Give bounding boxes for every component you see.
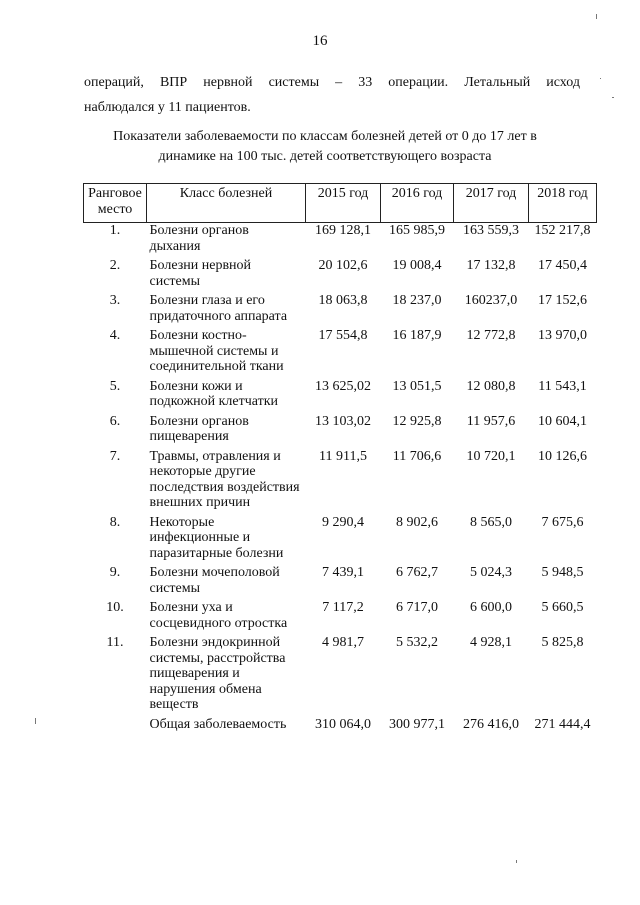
rank-cell (84, 717, 147, 737)
value-2015-cell: 20 102,6 (318, 258, 368, 273)
value-2017-cell: 12 080,8 (466, 378, 516, 394)
total-2015-cell: 310 064,0 (315, 716, 371, 732)
header-2018: 2018 год (529, 184, 597, 223)
value-2017-cell: 6 600,0 (470, 600, 512, 615)
value-2015-cell: 4 981,7 (322, 635, 364, 650)
value-2016-cell: 12 925,8 (392, 413, 442, 429)
scan-speck (516, 860, 517, 863)
class-cell: Болезни глаза и его придаточного аппарата (149, 293, 288, 324)
rank-cell: 11. (106, 635, 124, 650)
value-2016-cell: 165 985,9 (389, 223, 445, 238)
rank-cell: 10. (106, 600, 124, 615)
value-2018-cell: 10 604,1 (538, 413, 587, 429)
table-row (84, 223, 597, 259)
rank-cell: 7. (109, 448, 121, 464)
scan-speck (596, 14, 597, 19)
value-2015-cell: 17 554,8 (318, 328, 368, 343)
value-2016-cell: 5 532,2 (396, 635, 438, 650)
class-cell: Болезни мочеполовой системы (149, 565, 280, 596)
table-row (84, 515, 597, 566)
value-2016-cell: 8 902,6 (396, 514, 438, 530)
value-2016-cell: 16 187,9 (392, 328, 442, 343)
class-cell: Болезни органов дыхания (149, 223, 249, 254)
value-2015-cell: 13 103,02 (315, 413, 371, 429)
value-2017-cell: 17 132,8 (466, 258, 516, 273)
table-row (84, 414, 597, 449)
rank-cell: 3. (109, 293, 121, 308)
header-2015: 2015 год (306, 184, 381, 223)
rank-cell: 2. (109, 258, 121, 273)
rank-cell: 9. (109, 565, 121, 580)
header-class: Класс болезней (147, 184, 306, 223)
value-2016-cell: 11 706,6 (392, 448, 442, 464)
value-2017-cell: 11 957,6 (466, 413, 516, 429)
table-row (84, 449, 597, 515)
table-row (84, 328, 597, 379)
rank-cell: 4. (109, 328, 121, 343)
table-row (84, 565, 597, 600)
value-2015-cell: 7 439,1 (322, 565, 364, 580)
table-row (84, 635, 597, 717)
value-2016-cell: 13 051,5 (392, 378, 442, 394)
paragraph-line-1: операций, ВПР нервной системы – 33 операции. Летальный исход (84, 75, 580, 90)
header-rank: Ранговое место (84, 184, 147, 223)
value-2017-cell: 10 720,1 (466, 448, 516, 464)
value-2017-cell: 8 565,0 (470, 514, 512, 530)
paragraph-line-2: наблюдался у 11 пациентов. (84, 100, 251, 115)
value-2017-cell: 12 772,8 (466, 328, 516, 343)
scan-speck (612, 97, 614, 98)
rank-cell: 6. (109, 413, 121, 429)
value-2018-cell: 10 126,6 (538, 448, 587, 464)
value-2018-cell: 5 825,8 (541, 635, 584, 650)
class-cell: Болезни органов пищеварения (149, 413, 249, 444)
value-2016-cell: 19 008,4 (392, 258, 442, 273)
class-cell: Болезни уха и сосцевидного отростка (149, 600, 288, 631)
value-2017-cell: 5 024,3 (470, 565, 512, 580)
table-total-row (84, 717, 597, 737)
table-row (84, 293, 597, 328)
value-2017-cell: 160237,0 (464, 293, 518, 308)
value-2016-cell: 6 717,0 (396, 600, 438, 615)
value-2015-cell: 13 625,02 (315, 378, 371, 394)
class-cell: Болезни кожи и подкожной клетчатки (149, 378, 279, 409)
caption-line-2: динамике на 100 тыс. детей соответствующего возраста (158, 149, 492, 164)
value-2018-cell: 5 948,5 (541, 565, 584, 580)
value-2018-cell: 152 217,8 (534, 223, 591, 238)
value-2016-cell: 6 762,7 (396, 565, 438, 580)
class-cell: Общая заболеваемость (149, 716, 287, 732)
class-cell: Болезни костно-мышечной системы и соединительной ткани (149, 328, 284, 374)
class-cell: Болезни нервной системы (149, 258, 252, 289)
caption-line-1: Показатели заболеваемости по классам болезней детей от 0 до 17 лет в (113, 129, 537, 144)
value-2017-cell: 163 559,3 (463, 223, 519, 238)
class-cell: Некоторые инфекционные и паразитарные болезни (149, 514, 284, 561)
body-paragraph (84, 70, 580, 120)
scan-speck (35, 718, 36, 724)
header-2017: 2017 год (454, 184, 529, 223)
total-2016-cell: 300 977,1 (389, 716, 445, 732)
value-2018-cell: 13 970,0 (538, 328, 587, 343)
value-2016-cell: 18 237,0 (392, 293, 442, 308)
value-2018-cell: 17 450,4 (538, 258, 587, 273)
table-caption (80, 127, 570, 167)
rank-cell: 8. (109, 514, 121, 530)
total-2017-cell: 276 416,0 (463, 716, 519, 732)
table-row (84, 258, 597, 293)
header-2016: 2016 год (381, 184, 454, 223)
morbidity-table (83, 183, 597, 736)
rank-cell: 5. (109, 378, 121, 394)
value-2017-cell: 4 928,1 (470, 635, 512, 650)
value-2018-cell: 5 660,5 (541, 600, 584, 615)
class-cell: Травмы, отравления и некоторые другие последствия воздействия внешних причин (149, 448, 300, 510)
value-2018-cell: 17 152,6 (538, 293, 587, 308)
value-2015-cell: 7 117,2 (322, 600, 364, 615)
value-2015-cell: 18 063,8 (318, 293, 368, 308)
value-2015-cell: 169 128,1 (315, 223, 371, 238)
value-2015-cell: 11 911,5 (319, 448, 367, 464)
table-row (84, 600, 597, 635)
value-2018-cell: 11 543,1 (538, 378, 587, 394)
table-header-row (84, 184, 597, 223)
table-row (84, 379, 597, 414)
total-2018-cell: 271 444,4 (534, 716, 591, 732)
value-2018-cell: 7 675,6 (541, 514, 584, 530)
rank-cell: 1. (109, 223, 121, 238)
value-2015-cell: 9 290,4 (322, 514, 364, 530)
page-number: 16 (312, 33, 328, 49)
class-cell: Болезни эндокринной системы, расстройства пищеварения и нарушения обмена веществ (149, 635, 286, 712)
scan-speck (600, 78, 601, 79)
